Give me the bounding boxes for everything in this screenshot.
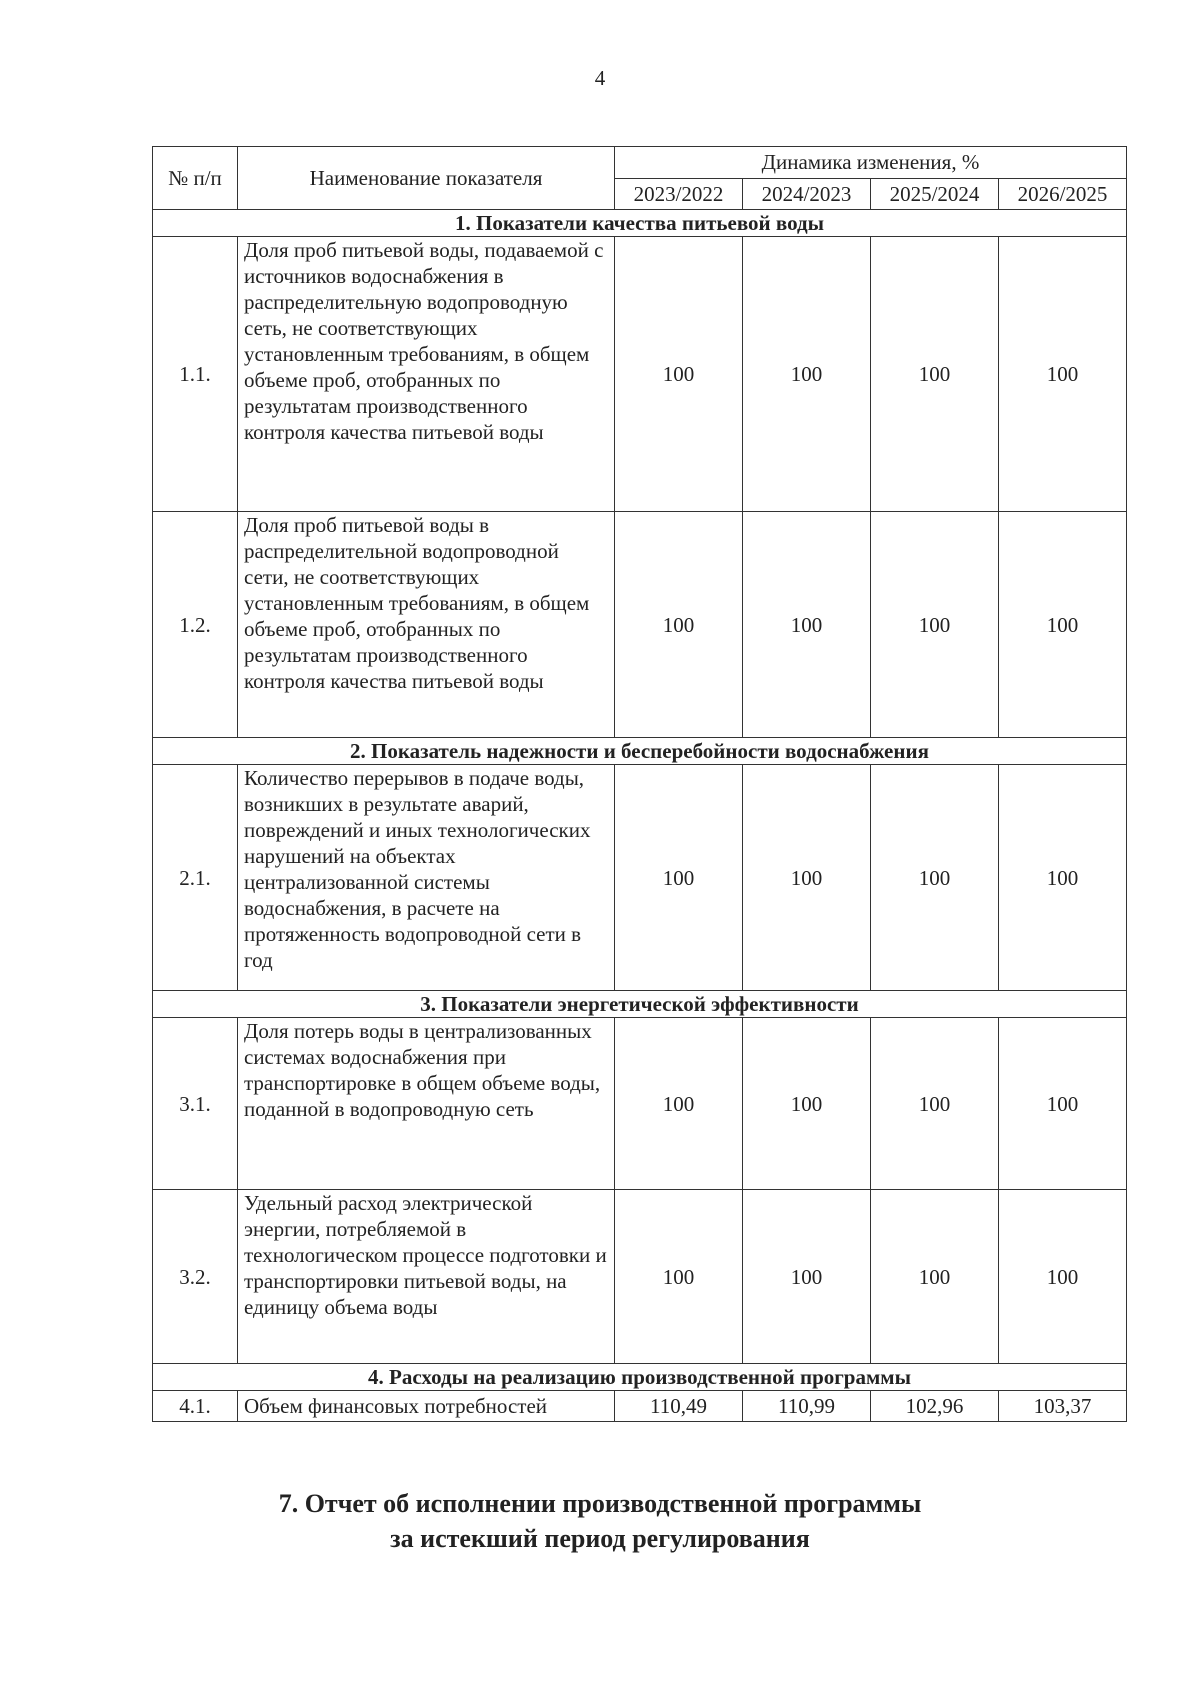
- row-number: 3.2.: [153, 1190, 238, 1364]
- section-heading-line2: за истекший период регулирования: [390, 1524, 810, 1554]
- page-number: 4: [594, 66, 606, 90]
- value-cell: 110,49: [615, 1391, 743, 1422]
- section-title: 1. Показатели качества питьевой воды: [153, 210, 1127, 237]
- year-header: 2025/2024: [871, 179, 999, 210]
- value-cell: 100: [615, 765, 743, 991]
- value-cell: 100: [743, 512, 871, 738]
- table-row: [153, 237, 1127, 512]
- col-name-header: Наименование показателя: [238, 147, 615, 210]
- table-row: [153, 765, 1127, 991]
- table-row: [153, 1018, 1127, 1190]
- value-cell: 100: [999, 1190, 1127, 1364]
- indicator-name: Объем финансовых потребностей: [238, 1391, 615, 1422]
- value-cell: 100: [999, 1018, 1127, 1190]
- table-row: [153, 1190, 1127, 1364]
- table-row: [153, 1391, 1127, 1422]
- value-cell: 100: [743, 765, 871, 991]
- table-row: [153, 512, 1127, 738]
- value-cell: 110,99: [743, 1391, 871, 1422]
- section-row: [153, 1364, 1127, 1391]
- section-row: [153, 210, 1127, 237]
- dynamics-header: Динамика изменения, %: [615, 147, 1127, 179]
- year-header: 2024/2023: [743, 179, 871, 210]
- value-cell: 100: [871, 1190, 999, 1364]
- section-row: [153, 991, 1127, 1018]
- value-cell: 100: [871, 512, 999, 738]
- row-number: 1.2.: [153, 512, 238, 738]
- indicator-name: Удельный расход электрической энергии, потребляемой в технологическом процессе подготовки и транспортировки питьевой воды, на единицу объема воды: [238, 1190, 615, 1364]
- row-number: 4.1.: [153, 1391, 238, 1422]
- indicator-name: Доля потерь воды в централизованных системах водоснабжения при транспортировке в общем объеме воды, поданной в водопроводную сеть: [238, 1018, 615, 1190]
- section-heading: [0, 1486, 1200, 1556]
- indicators-table: [152, 146, 1127, 1422]
- row-number: 1.1.: [153, 237, 238, 512]
- section-title: 4. Расходы на реализацию производственной программы: [153, 1364, 1127, 1391]
- value-cell: 100: [871, 1018, 999, 1190]
- indicator-name: Доля проб питьевой воды в распределительной водопроводной сети, не соответствующих установленным требованиям, в общем объеме проб, отобранных по результатам производственного контроля качества питьевой воды: [238, 512, 615, 738]
- row-number: 2.1.: [153, 765, 238, 991]
- section-title: 3. Показатели энергетической эффективности: [153, 991, 1127, 1018]
- value-cell: 100: [743, 1018, 871, 1190]
- year-header: 2023/2022: [615, 179, 743, 210]
- section-heading-line1: 7. Отчет об исполнении производственной программы: [278, 1489, 922, 1518]
- value-cell: 100: [871, 765, 999, 991]
- value-cell: 100: [999, 237, 1127, 512]
- value-cell: 100: [999, 765, 1127, 991]
- indicator-name: Количество перерывов в подаче воды, возникших в результате аварий, повреждений и иных технологических нарушений на объектах централизованной системы водоснабжения, в расчете на протяженность водопроводной сети в год: [238, 765, 615, 991]
- section-title: 2. Показатель надежности и бесперебойности водоснабжения: [153, 738, 1127, 765]
- col-num-header: № п/п: [153, 147, 238, 210]
- value-cell: 103,37: [999, 1391, 1127, 1422]
- year-header: 2026/2025: [999, 179, 1127, 210]
- section-row: [153, 738, 1127, 765]
- value-cell: 100: [615, 237, 743, 512]
- value-cell: 100: [615, 1190, 743, 1364]
- value-cell: 100: [871, 237, 999, 512]
- value-cell: 102,96: [871, 1391, 999, 1422]
- value-cell: 100: [999, 512, 1127, 738]
- value-cell: 100: [615, 512, 743, 738]
- value-cell: 100: [743, 1190, 871, 1364]
- indicator-name: Доля проб питьевой воды, подаваемой с источников водоснабжения в распределительную водопроводную сеть, не соответствующих установленным требованиям, в общем объеме проб, отобранных по результатам производственного контроля качества питьевой воды: [238, 237, 615, 512]
- row-number: 3.1.: [153, 1018, 238, 1190]
- value-cell: 100: [615, 1018, 743, 1190]
- value-cell: 100: [743, 237, 871, 512]
- table-header-row: [153, 147, 1127, 179]
